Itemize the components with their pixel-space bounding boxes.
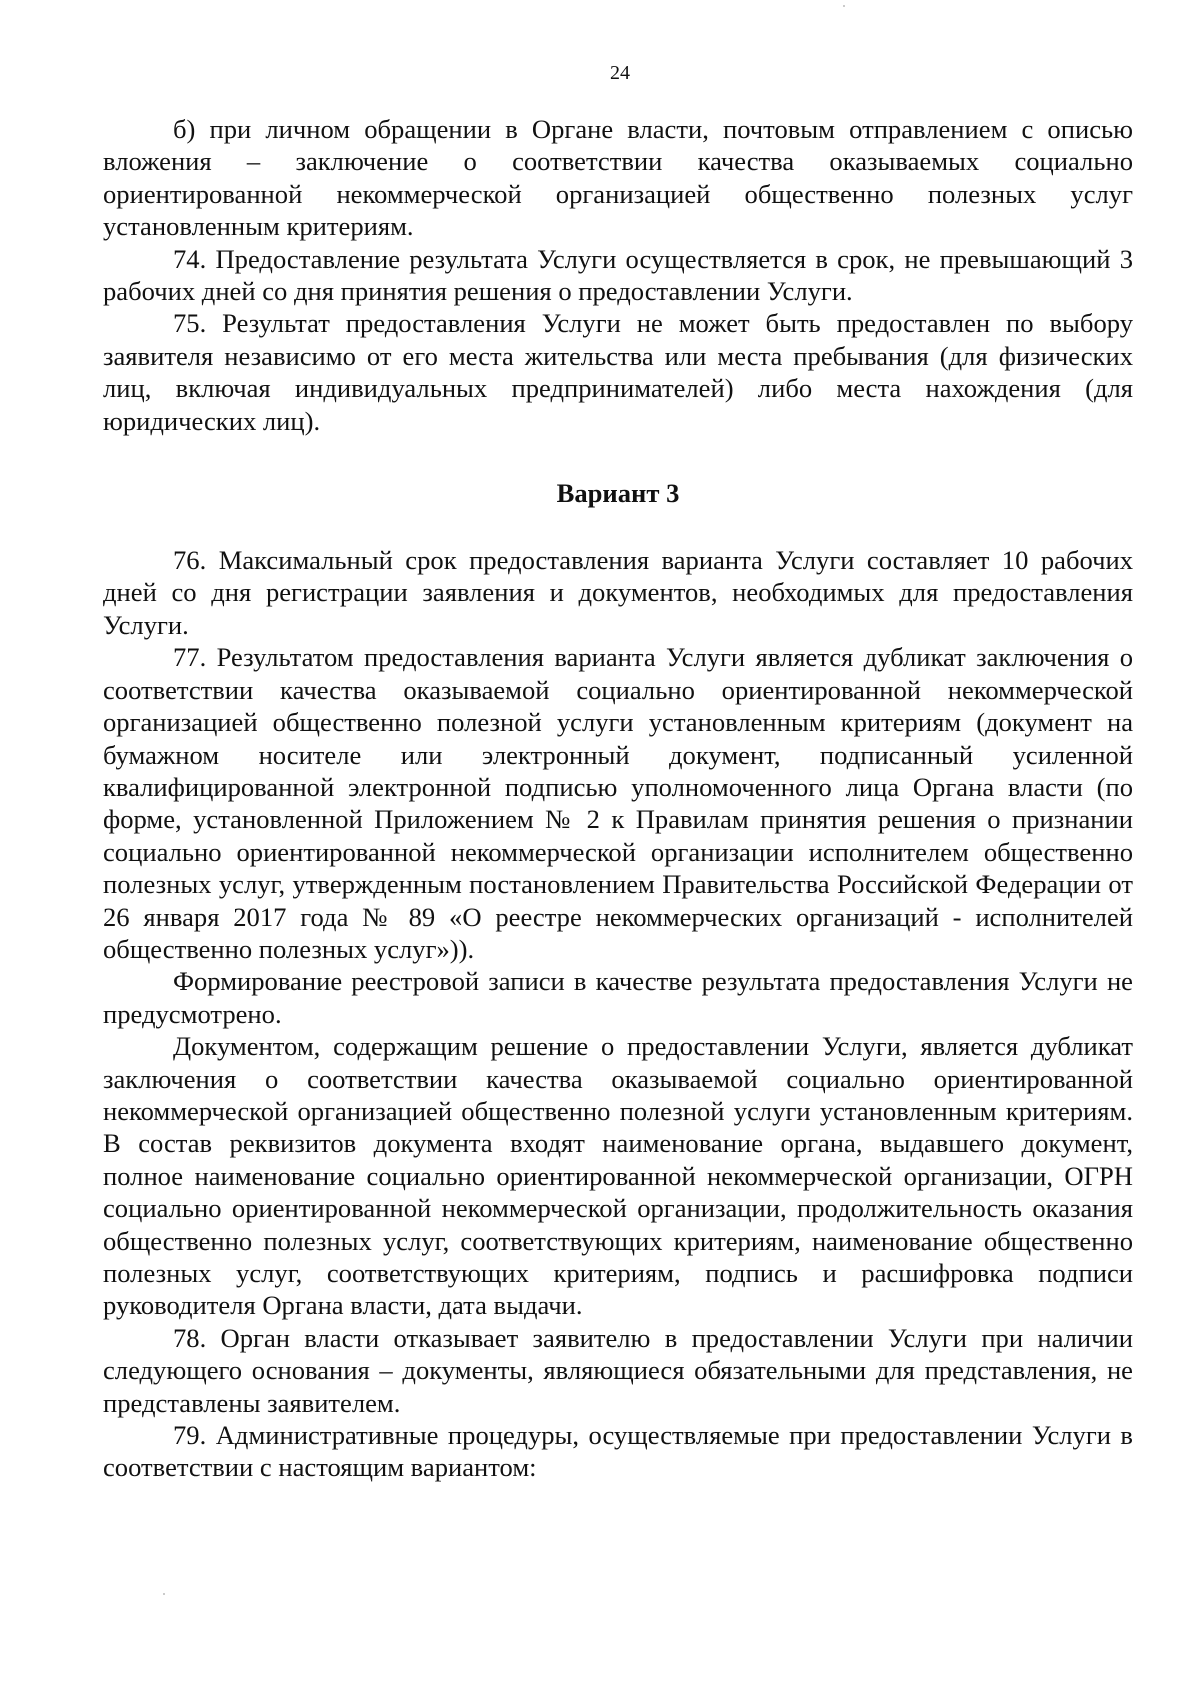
document-body [103,113,1133,1484]
paragraph-75: 75. Результат предоставления Услуги не может быть предоставлен по выбору заявителя независимо от его места жительства или места пребывания (для физических лиц, включая индивидуальных предпринимателей) либо места нахождения (для юридических лиц). [103,308,1133,436]
paragraph-74: 74. Предоставление результата Услуги осуществляется в срок, не превышающий 3 рабочих дней со дня принятия решения о предоставлении Услуги. [103,243,1133,307]
paragraph-76: 76. Максимальный срок предоставления варианта Услуги составляет 10 рабочих дней со дня регистрации заявления и документов, необходимых для предоставления Услуги. [103,545,1133,640]
scan-speck [843,5,845,7]
paragraph-78: 78. Орган власти отказывает заявителю в предоставлении Услуги при наличии следующего основания – документы, являющиеся обязательными для представления, не представлены заявителем. [103,1322,1133,1418]
paragraph-77: 77. Результатом предоставления варианта Услуги является дубликат заключения о соответствии качества оказываемой социально ориентированной некоммерческой организацией общественно полезной услуги установленным критериям (документ на бумажном носителе или электронный документ, подписанный усиленной квалифицированной электронной подписью уполномоченного лица Органа власти (по форме, установленной Приложением № 2 к Правилам принятия решения о признании социально ориентированной некоммерческой организации исполнителем общественно полезных услуг, утвержденным постановлением Правительства Российской Федерации от 26 января 2017 года № 89 «О реестре некоммерческих организаций - исполнителей общественно полезных услуг»)). [103,642,1133,964]
page-number: 24 [610,62,630,84]
scan-speck [163,1593,165,1595]
section-heading: Вариант 3 [556,478,680,509]
paragraph-registry-record: Формирование реестровой записи в качестве результата предоставления Услуги не предусмотрено. [103,966,1133,1029]
paragraph-79: 79. Административные процедуры, осуществляемые при предоставлении Услуги в соответствии с настоящим вариантом: [103,1420,1133,1483]
paragraph-b-delivery: б) при личном обращении в Органе власти, почтовым отправлением с описью вложения – заключение о соответствии качества оказываемых социально ориентированной некоммерческой организацией общественно полезных услуг установленным критериям. [103,114,1133,242]
paragraph-decision-document: Документом, содержащим решение о предоставлении Услуги, является дубликат заключения о соответствии качества оказываемой социально ориентированной некоммерческой организацией общественно полезной услуги установленным критериям. В состав реквизитов документа входят наименование органа, выдавшего документ, полное наименование социально ориентированной некоммерческой организации, ОГРН социально ориентированной некоммерческой организации, продолжительность оказания общественно полезных услуг, соответствующих критериям, наименование общественно полезных услуг, соответствующих критериям, подпись и расшифровка подписи руководителя Органа власти, дата выдачи. [103,1031,1133,1321]
